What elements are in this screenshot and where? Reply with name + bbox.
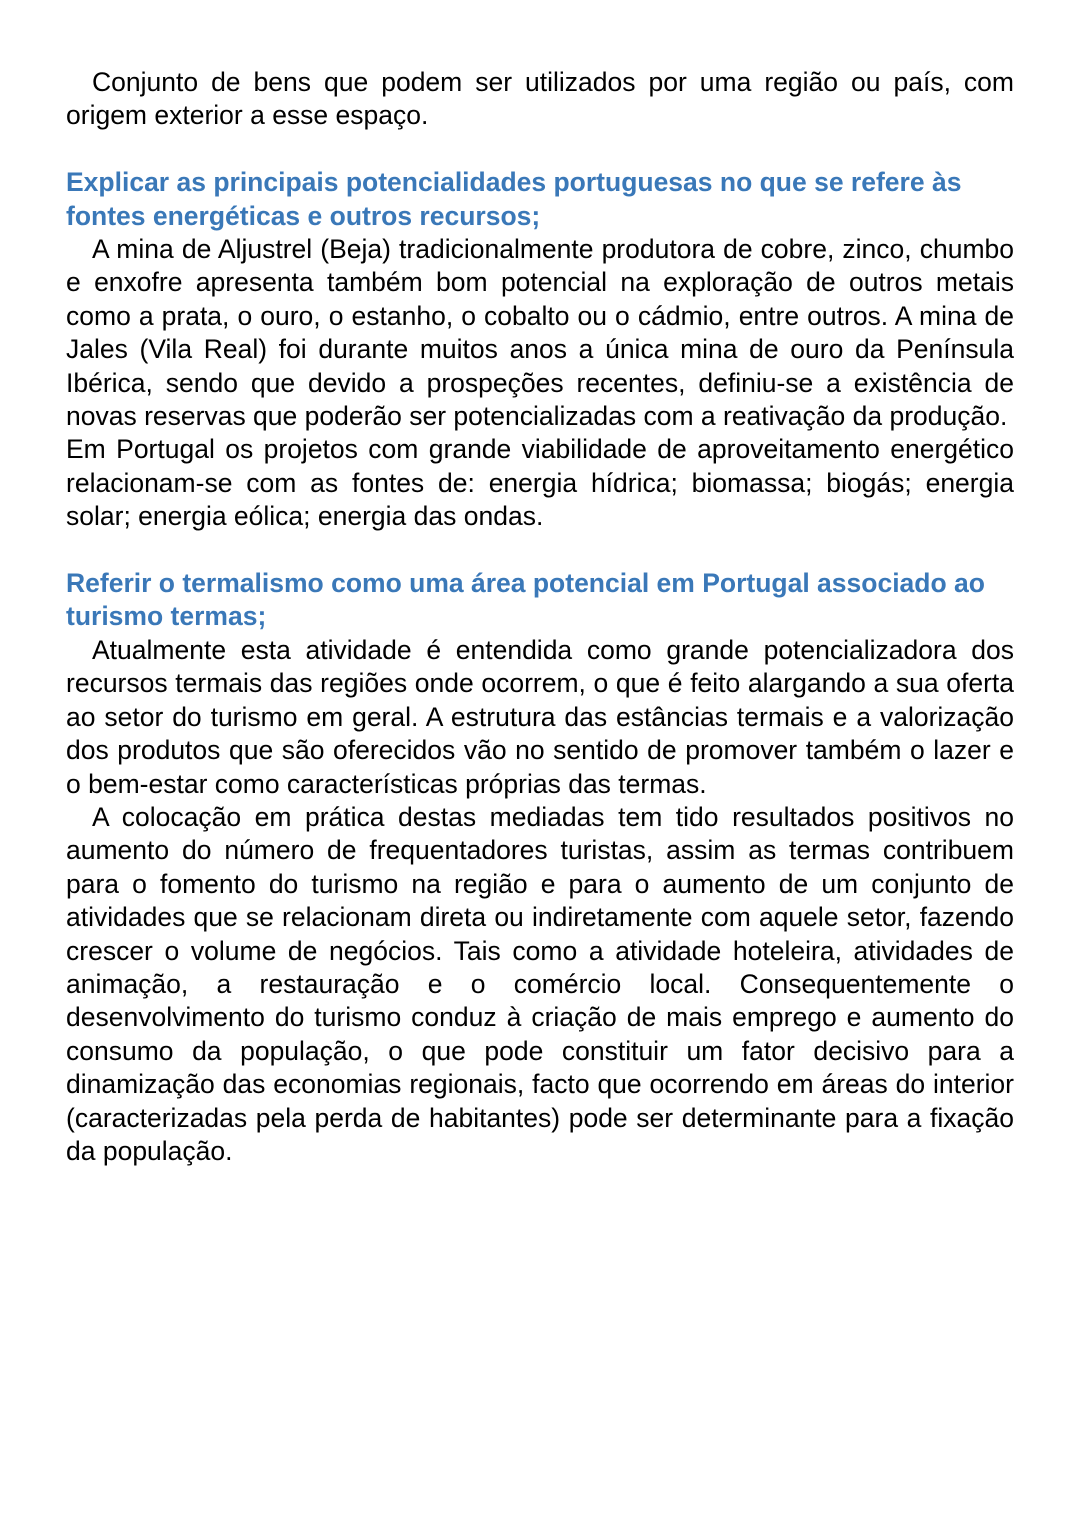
paragraph-tourism-impact: A colocação em prática destas mediadas tem tido resultados positivos no aumento do número de frequentadores turistas, assim as termas contribuem para o fomento do turismo na região e para o aumento de um conjunto de atividades que se relacionam direta ou indiretamente com aquele setor, fazendo crescer o volume de negócios. Tais como a atividade hoteleira, atividades de animação, a restauração e o comércio local. Consequentemente o desenvolvimento do turismo conduz à criação de mais emprego e aumento do consumo da população, o que pode constituir um fator decisivo para a dinamização das economias regionais, facto que ocorrendo em áreas do interior (caracterizadas pela perda de habitantes) pode ser determinante para a fixação da população. <box>66 801 1014 1166</box>
paragraph-mines: A mina de Aljustrel (Beja) tradicionalmente produtora de cobre, zinco, chumbo e enxofre apresenta também bom potencial na exploração de outros metais como a prata, o ouro, o estanho, o cobalto ou o cádmio, entre outros. A mina de Jales (Vila Real) foi durante muitos anos a única mina de ouro da Península Ibérica, sendo que devido a prospeções recentes, definiu-se a existência de novas reservas que poderão ser potencializadas com a reativação da produção. <box>66 234 1014 432</box>
intro-paragraph: Conjunto de bens que podem ser utilizados por uma região ou país, com origem exterior a esse espaço. <box>66 67 1014 131</box>
spacer <box>66 534 1014 567</box>
section-heading-energy-resources: Explicar as principais potencialidades portuguesas no que se refere às fontes energéticas e outros recursos; <box>66 167 962 231</box>
paragraph-energy-projects: Em Portugal os projetos com grande viabilidade de aproveitamento energético relacionam-se com as fontes de: energia hídrica; biomassa; biogás; energia solar; energia eólica; energia das ondas. <box>66 434 1014 532</box>
paragraph-thermal-activity: Atualmente esta atividade é entendida como grande potencializadora dos recursos termais das regiões onde ocorrem, o que é feito alargando a sua oferta ao setor do turismo em geral. A estrutura das estâncias termais e a valorização dos produtos que são oferecidos vão no sentido de promover também o lazer e o bem-estar como características próprias das termas. <box>66 634 1014 799</box>
spacer <box>66 133 1014 166</box>
section-heading-thermalism: Referir o termalismo como uma área potencial em Portugal associado ao turismo termas; <box>66 568 985 632</box>
document-page <box>66 66 1014 1168</box>
